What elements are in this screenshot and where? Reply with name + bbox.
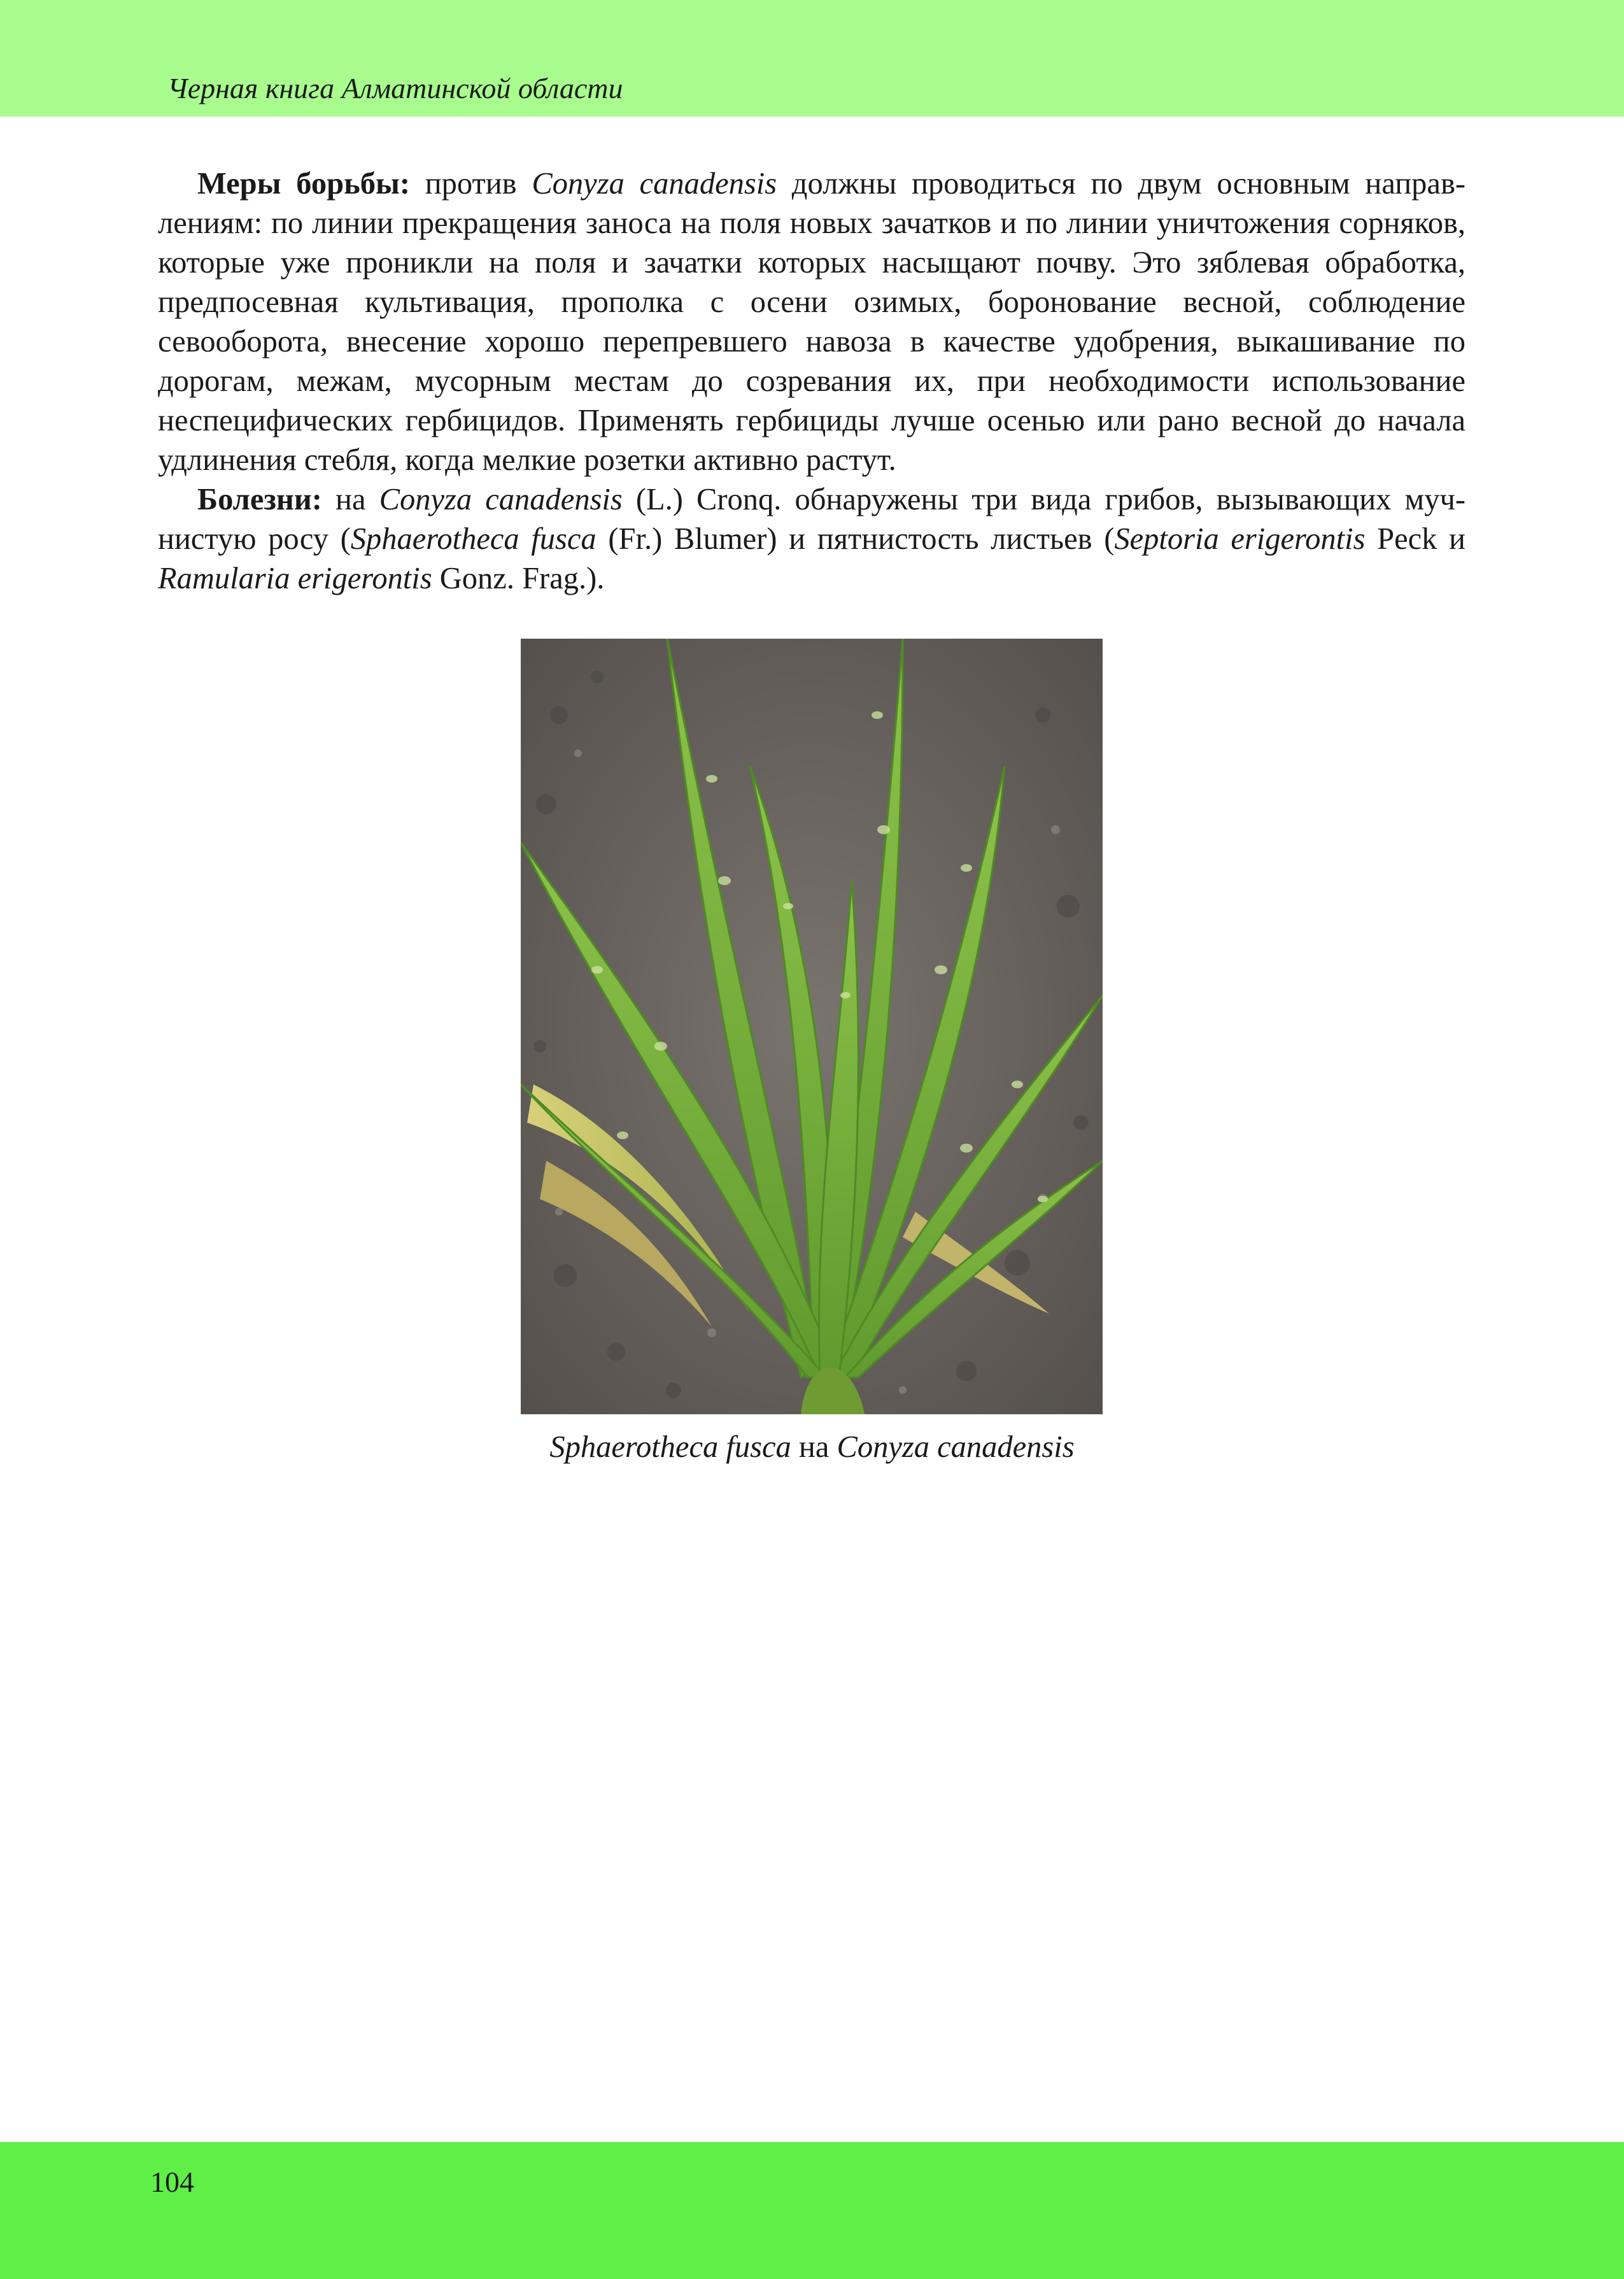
text-run: должны проводиться по двум основным направлениям: по линии прекращения заноса на поля новых зачатков и по линии уничтожения сорняков, которые уже проникли на поля и зачатки которых насыщают почву. Это зяблевая обработка, предпосевная культивация, прополка с осени озимых, боронование весной, соблюдение севооборота, внесение хорошо перепревшего навоза в качестве удобрения, выкашивание по дорогам, межам, мусорным местам до созревания их, при необходимости использование неспецифических гербицидов. Применять гербициды лучше осенью или рано весной до начала удлинения стебля, когда мелкие розетки активно растут. [158,167,1466,477]
fungus-name: Septoria erigerontis [1114,522,1366,556]
caption-fungus-name: Sphaerotheca fusca [549,1430,791,1464]
diseases-label: Болезни: [197,483,322,516]
text-run: против [409,167,532,201]
text-run: Gonz. Frag.). [432,562,605,595]
control-measures-paragraph [158,164,1465,480]
plant-photo [521,639,1103,1414]
species-name: Conyza canadensis [532,167,777,201]
footer-band [0,2142,1624,2279]
text-run: Peck и [1365,522,1465,556]
caption-species-name: Conyza canadensis [837,1430,1075,1464]
text-run: (Fr.) Blumer) и пятнистость листьев ( [596,522,1115,556]
running-header-title: Черная книга Алматинской области [167,72,623,104]
page-number: 104 [150,2166,194,2198]
caption-text: на [791,1430,837,1464]
text-run: (L.) Cronq. обнаружены три вида грибов, вызывающих мучнистую росу ( [158,483,1466,556]
figure-caption [0,1430,1624,1465]
body-text [158,164,1465,599]
fungus-name: Sphaerotheca fusca [350,522,597,556]
plant-photo-illustration [521,639,1103,1414]
control-measures-label: Меры борьбы: [197,167,410,201]
species-name: Conyza canadensis [379,483,623,516]
diseases-paragraph [158,480,1465,599]
fungus-name: Ramularia erigerontis [158,562,432,595]
text-run: на [321,483,379,516]
